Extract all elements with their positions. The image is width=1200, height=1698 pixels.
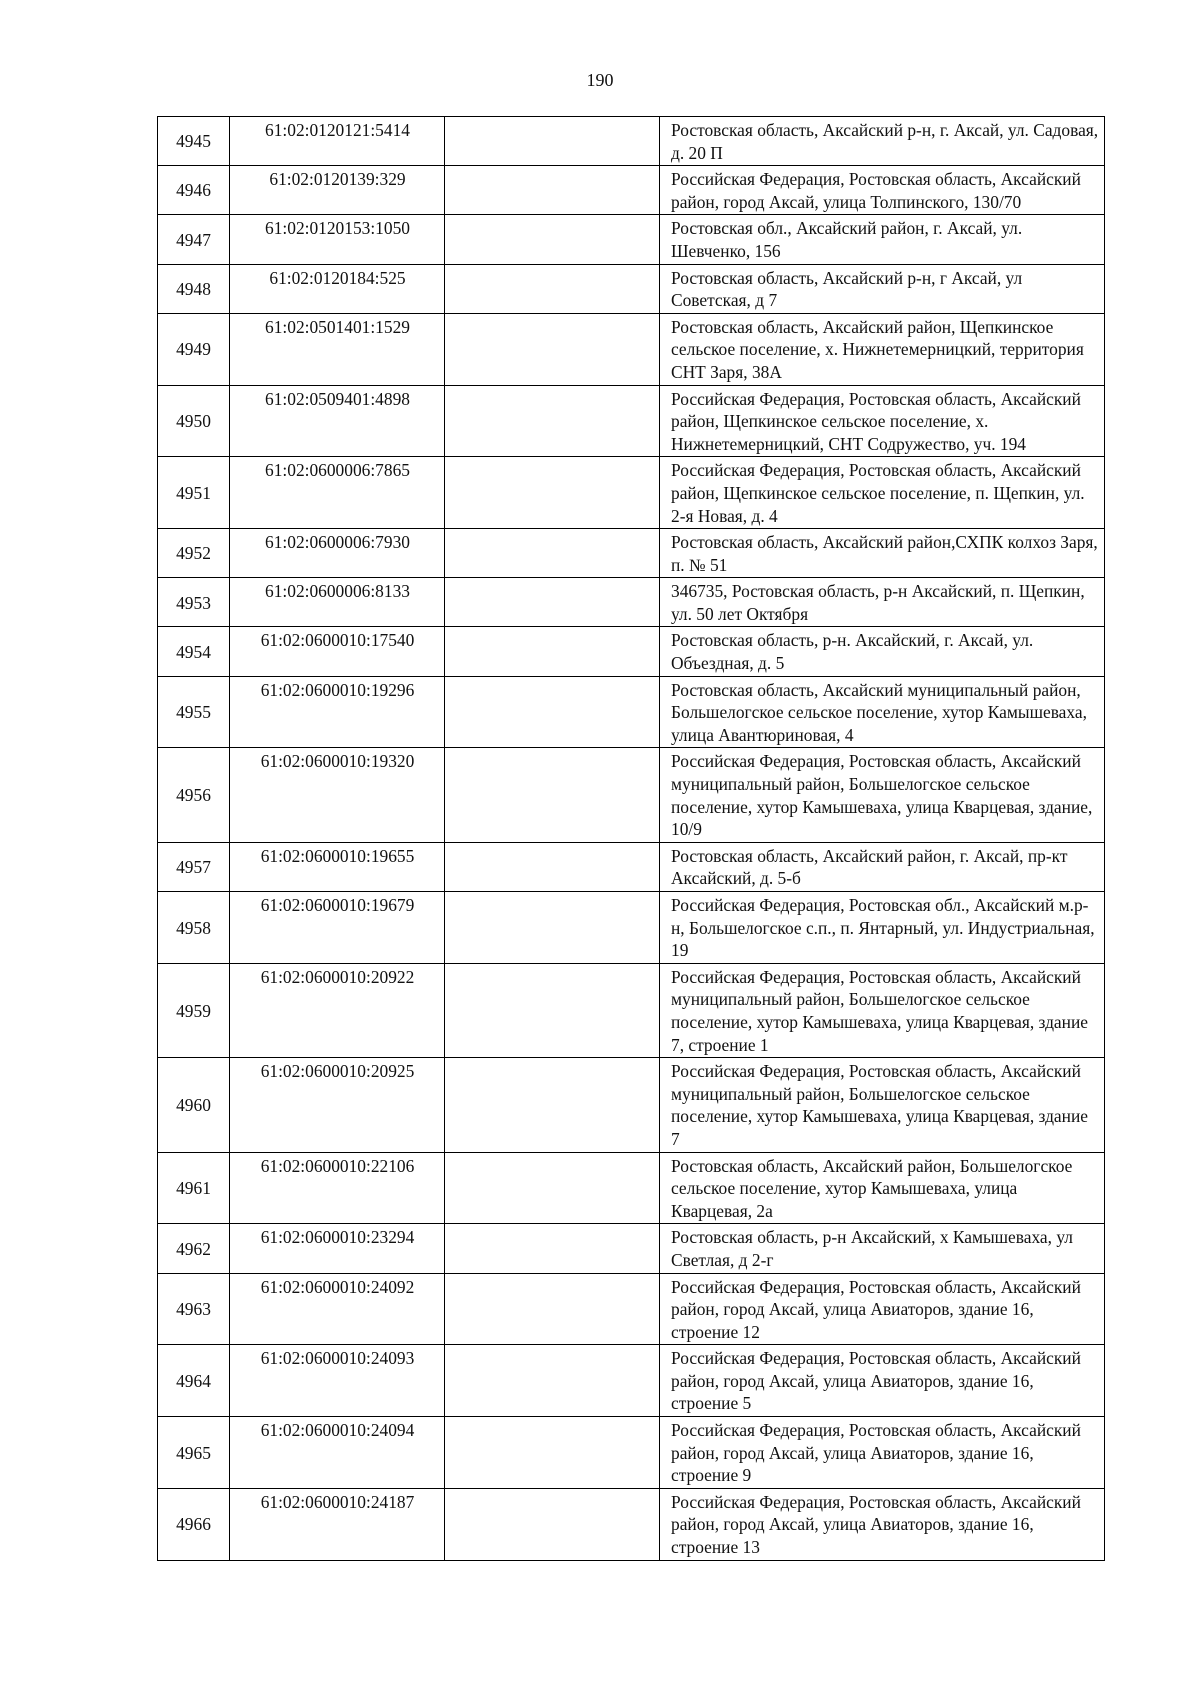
- empty-cell: [445, 1058, 660, 1152]
- empty-cell: [445, 748, 660, 842]
- empty-cell: [445, 676, 660, 748]
- row-number: 4962: [158, 1224, 230, 1273]
- table-row: [158, 1345, 1105, 1417]
- empty-cell: [445, 529, 660, 578]
- cadastral-number: 61:02:0600010:24094: [230, 1417, 445, 1489]
- table-row: [158, 1273, 1105, 1345]
- address: Российская Федерация, Ростовская область, Аксайский муниципальный район, Большелогское сельское поселение, хутор Камышеваха, улица Кварцевая, здание, 10/9: [660, 748, 1105, 842]
- row-number: 4954: [158, 627, 230, 676]
- row-number: 4957: [158, 842, 230, 891]
- row-number: 4958: [158, 892, 230, 964]
- address: Ростовская область, Аксайский район,СХПК колхоз Заря, п. № 51: [660, 529, 1105, 578]
- row-number: 4964: [158, 1345, 230, 1417]
- empty-cell: [445, 1488, 660, 1560]
- table-row: [158, 457, 1105, 529]
- address: Российская Федерация, Ростовская область, Аксайский муниципальный район, Большелогское сельское поселение, хутор Камышеваха, улица Кварцевая, здание 7: [660, 1058, 1105, 1152]
- cadastral-number: 61:02:0120153:1050: [230, 215, 445, 264]
- table-row: [158, 748, 1105, 842]
- cadastral-number: 61:02:0600010:19296: [230, 676, 445, 748]
- table-row: [158, 1417, 1105, 1489]
- row-number: 4948: [158, 264, 230, 313]
- cadastral-number: 61:02:0120139:329: [230, 166, 445, 215]
- row-number: 4952: [158, 529, 230, 578]
- address: Российская Федерация, Ростовская область, Аксайский район, город Аксай, улица Авиаторов, здание 16, строение 5: [660, 1345, 1105, 1417]
- row-number: 4949: [158, 313, 230, 385]
- cadastral-number: 61:02:0120184:525: [230, 264, 445, 313]
- address: Российская Федерация, Ростовская область, Аксайский район, город Аксай, улица Толпинского, 130/70: [660, 166, 1105, 215]
- address: Российская Федерация, Ростовская область, Аксайский район, Щепкинское сельское поселение, х. Нижнетемерницкий, СНТ Содружество, уч. 194: [660, 385, 1105, 457]
- table-row: [158, 1224, 1105, 1273]
- empty-cell: [445, 385, 660, 457]
- address: Российская Федерация, Ростовская область, Аксайский район, город Аксай, улица Авиаторов, здание 16, строение 12: [660, 1273, 1105, 1345]
- address: Ростовская область, Аксайский р-н, г Аксай, ул Советская, д 7: [660, 264, 1105, 313]
- address: Российская Федерация, Ростовская область, Аксайский район, Щепкинское сельское поселение, п. Щепкин, ул. 2-я Новая, д. 4: [660, 457, 1105, 529]
- row-number: 4961: [158, 1152, 230, 1224]
- row-number: 4959: [158, 963, 230, 1057]
- row-number: 4946: [158, 166, 230, 215]
- table-row: [158, 166, 1105, 215]
- table-row: [158, 892, 1105, 964]
- row-number: 4960: [158, 1058, 230, 1152]
- address: Российская Федерация, Ростовская область, Аксайский муниципальный район, Большелогское сельское поселение, хутор Камышеваха, улица Кварцевая, здание 7, строение 1: [660, 963, 1105, 1057]
- empty-cell: [445, 1273, 660, 1345]
- address: Ростовская область, р-н Аксайский, х Камышеваха, ул Светлая, д 2-г: [660, 1224, 1105, 1273]
- empty-cell: [445, 264, 660, 313]
- cadastral-number: 61:02:0600010:24093: [230, 1345, 445, 1417]
- row-number: 4965: [158, 1417, 230, 1489]
- cadastral-number: 61:02:0600010:17540: [230, 627, 445, 676]
- registry-table-body: [158, 117, 1105, 1561]
- empty-cell: [445, 1152, 660, 1224]
- empty-cell: [445, 892, 660, 964]
- row-number: 4947: [158, 215, 230, 264]
- page-number: 190: [586, 70, 614, 90]
- address: Ростовская область, Аксайский район, Щепкинское сельское поселение, х. Нижнетемерницкий, территория СНТ Заря, 38А: [660, 313, 1105, 385]
- table-row: [158, 117, 1105, 166]
- empty-cell: [445, 1345, 660, 1417]
- cadastral-number: 61:02:0600006:7930: [230, 529, 445, 578]
- cadastral-number: 61:02:0600010:24187: [230, 1488, 445, 1560]
- table-row: [158, 842, 1105, 891]
- row-number: 4963: [158, 1273, 230, 1345]
- empty-cell: [445, 627, 660, 676]
- empty-cell: [445, 215, 660, 264]
- cadastral-number: 61:02:0120121:5414: [230, 117, 445, 166]
- table-row: [158, 676, 1105, 748]
- table-row: [158, 1058, 1105, 1152]
- cadastral-number: 61:02:0600010:23294: [230, 1224, 445, 1273]
- empty-cell: [445, 1417, 660, 1489]
- empty-cell: [445, 166, 660, 215]
- row-number: 4966: [158, 1488, 230, 1560]
- table-row: [158, 313, 1105, 385]
- table-row: [158, 264, 1105, 313]
- table-row: [158, 529, 1105, 578]
- empty-cell: [445, 842, 660, 891]
- address: Ростовская обл., Аксайский район, г. Аксай, ул. Шевченко, 156: [660, 215, 1105, 264]
- address: Ростовская область, Аксайский район, Большелогское сельское поселение, хутор Камышеваха, улица Кварцевая, 2а: [660, 1152, 1105, 1224]
- registry-table: [157, 116, 1105, 1561]
- row-number: 4955: [158, 676, 230, 748]
- empty-cell: [445, 963, 660, 1057]
- row-number: 4953: [158, 578, 230, 627]
- empty-cell: [445, 117, 660, 166]
- table-row: [158, 215, 1105, 264]
- cadastral-number: 61:02:0600010:19655: [230, 842, 445, 891]
- cadastral-number: 61:02:0600010:20925: [230, 1058, 445, 1152]
- empty-cell: [445, 1224, 660, 1273]
- cadastral-number: 61:02:0600010:24092: [230, 1273, 445, 1345]
- row-number: 4956: [158, 748, 230, 842]
- table-row: [158, 1488, 1105, 1560]
- row-number: 4945: [158, 117, 230, 166]
- table-row: [158, 627, 1105, 676]
- address: Ростовская область, Аксайский р-н, г. Аксай, ул. Садовая, д. 20 П: [660, 117, 1105, 166]
- address: Ростовская область, Аксайский муниципальный район, Большелогское сельское поселение, хутор Камышеваха, улица Авантюриновая, 4: [660, 676, 1105, 748]
- empty-cell: [445, 457, 660, 529]
- address: Российская Федерация, Ростовская область, Аксайский район, город Аксай, улица Авиаторов, здание 16, строение 13: [660, 1488, 1105, 1560]
- cadastral-number: 61:02:0600006:8133: [230, 578, 445, 627]
- address: Российская Федерация, Ростовская область, Аксайский район, город Аксай, улица Авиаторов, здание 16, строение 9: [660, 1417, 1105, 1489]
- table-row: [158, 385, 1105, 457]
- empty-cell: [445, 313, 660, 385]
- row-number: 4950: [158, 385, 230, 457]
- cadastral-number: 61:02:0600006:7865: [230, 457, 445, 529]
- address: Ростовская область, р-н. Аксайский, г. Аксай, ул. Объездная, д. 5: [660, 627, 1105, 676]
- table-row: [158, 578, 1105, 627]
- cadastral-number: 61:02:0501401:1529: [230, 313, 445, 385]
- cadastral-number: 61:02:0600010:22106: [230, 1152, 445, 1224]
- cadastral-number: 61:02:0509401:4898: [230, 385, 445, 457]
- row-number: 4951: [158, 457, 230, 529]
- address: 346735, Ростовская область, р-н Аксайский, п. Щепкин, ул. 50 лет Октября: [660, 578, 1105, 627]
- address: Ростовская область, Аксайский район, г. Аксай, пр-кт Аксайский, д. 5-б: [660, 842, 1105, 891]
- address: Российская Федерация, Ростовская обл., Аксайский м.р-н, Большелогское с.п., п. Янтарный, ул. Индустриальная, 19: [660, 892, 1105, 964]
- empty-cell: [445, 578, 660, 627]
- table-row: [158, 1152, 1105, 1224]
- cadastral-number: 61:02:0600010:19320: [230, 748, 445, 842]
- cadastral-number: 61:02:0600010:20922: [230, 963, 445, 1057]
- cadastral-number: 61:02:0600010:19679: [230, 892, 445, 964]
- table-row: [158, 963, 1105, 1057]
